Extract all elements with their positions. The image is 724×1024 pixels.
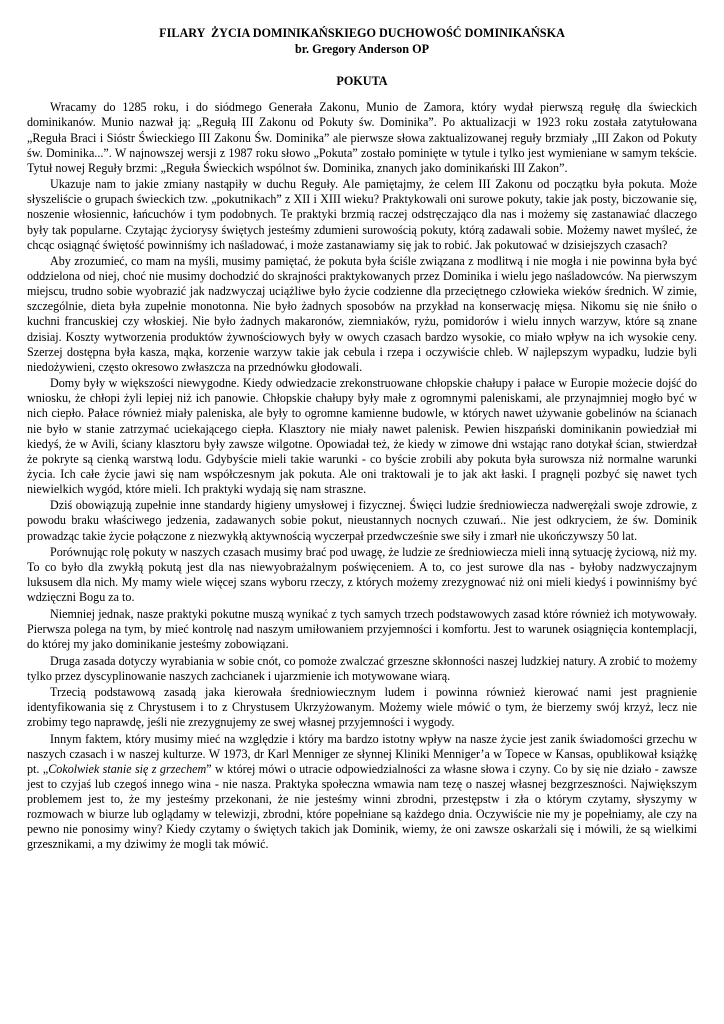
paragraph-text: Innym faktem, który musimy mieć na względzie i który ma bardzo istotny wpływ na nasze życie jest zanik świadomości grzechu w naszych czasach i w naszej kulturze. W 1973, dr Karl Menniger ze słynnej Kliniki Menniger’a w Topece w Kansas, opublikował książkę pt. „ [27,731,697,776]
section-title: POKUTA [336,73,388,88]
paragraph: Domy były w większości niewygodne. Kiedy odwiedzacie zrekonstruowane chłopskie chałupy i pałace w Europie możecie dojść do wniosku, że chłopi żyli lepiej niż ich panowie. Chłopskie chałupy były małe z ogromnymi paleniskami, ale przynajmniej mogło być w nich ciepło. Pałace również miały paleniska, ale były to ogromne kamienne budowle, w których nawet używanie gobelinów na ścianach nie było w stanie zatrzymać uciekającego ciepła. Klasztory nie miały nawet palenisk. Pewien hiszpański dominikanin powiedział mi kiedyś, że w Avili, ściany klasztoru były zawsze wilgotne. Opowiadał też, że kiedy w zimowe dni wstając rano dotykał ścian, stwierdzał że pokryte są cienką warstwą lodu. Gdybyście mieli takie warunki - co byście zrobili aby pokuta była surowsza niż normalne warunki życia. Ich całe życie jawi się nam współczesnym jak pokuta. Ale oni traktowali je to jak akt łaski. I pragnęli pozbyć się nawet tych niewielkich wygód, które mieli. Ich praktyki wydają się nam straszne. [27,376,697,496]
document-header [27,26,697,58]
paragraph: Wracamy do 1285 roku, i do siódmego Generała Zakonu, Munio de Zamora, który wydał pierwszą regułę dla świeckich dominikanów. Munio nazwał ją: „Regułą III Zakonu od Pokuty św. Dominika”. Po aktualizacji w 1923 roku została zatytułowana „Reguła Braci i Sióstr Świeckiego III Zakonu Św. Dominika” ale pierwsze słowa zaktualizowanej reguły brzmiały „III Zakon od Pokuty św. Dominika...”. W najnowszej wersji z 1987 roku słowo „Pokuta” zostało pominięte w tytule i tylko jest wymieniane w samym tekście. Tytuł nowej Reguły brzmi: „Reguła Świeckich wspólnot św. Dominika, znanych jako dominikański III Zakon”. [27,100,697,175]
document-title: FILARY ŻYCIA DOMINIKAŃSKIEGO DUCHOWOŚĆ DOMINIKAŃSKA [159,26,565,40]
paragraph [27,732,697,853]
document-author: br. Gregory Anderson OP [294,41,430,56]
paragraph: Dziś obowiązują zupełnie inne standardy higieny umysłowej i fizycznej. Święci ludzie średniowiecza nadwerężali swoje zdrowie, z powodu braku właściwego jedzenia, zadawanych sobie pokut, nieustannych nocnych czuwań.. Nie jest odkryciem, że św. Dominik prowadząc takie życie połączone z niezwykłą aktywnością wyczerpał przedwcześnie swe siły i zmarł nie ukończywszy 50 lat. [27,498,697,543]
paragraph: Trzecią podstawową zasadą jaka kierowała średniowiecznym ludem i powinna również kierować nami jest pragnienie identyfikowania się z Chrystusem i to z Chrystusem Ukrzyżowanym. Możemy wiele mówić o tym, że bierzemy swój krzyż, lecz nie zrobimy tego naprawdę, jeśli nie zrezygnujemy ze swej własnej przyjemności i wygody. [27,685,697,730]
paragraph: Ukazuje nam to jakie zmiany nastąpiły w duchu Reguły. Ale pamiętajmy, że celem III Zakonu od początku była pokuta. Może słyszeliście o grupach świeckich tzw. „pokutnikach” z XII i XIII wieku? Praktykowali oni surowe pokuty, takie jak posty, biczowanie się, noszenie włosiennic, łańcuchów i tym podobnych. Te praktyki brzmią raczej odstręczająco dla nas i możemy się zastanawiać dlaczego były tak popularne. Czytając życiorysy świętych jesteśmy zdumieni surowością pokuty, którą zadawali sobie. Możemy nawet myśleć, że chcąc osiągnąć świętość powinniśmy ich naśladować, i może zastanawiamy się jak to robić. Jak pokutować w dzisiejszych czasach? [27,177,697,252]
paragraph: Niemniej jednak, nasze praktyki pokutne muszą wynikać z tych samych trzech podstawowych zasad które również ich motywowały. Pierwsza polega na tym, by mieć kontrolę nad naszym umiłowaniem przyjemności i komfortu. Jest to warunek osiągnięcia kontemplacji, do której my jako dominikanie jesteśmy zobowiązani. [27,606,697,652]
paragraph: Aby zrozumieć, co mam na myśli, musimy pamiętać, że pokuta była ściśle związana z modlitwą i nie mogła i nie powinna była być oddzielona od niej, choć nie musimy dochodzić do skrajności praktykowanych przez Dominika i wielu jego naśladowców. Na pierwszym miejscu, trudno sobie wyobrazić jak nadzwyczaj uciążliwe było życie codzienne dla przeciętnego człowieka wieków średnich. W zimie, szczególnie, dieta była zupełnie monotonna. Nie było żadnych sposobów na przykład na konserwację mięsa. Nikomu się nie śniło o kuchni francuskiej czy włoskiej. Nie było żadnych makaronów, ziemniaków, ryżu, pomidorów i wielu innych warzyw, które są znane dzisiaj. Koszty wytworzenia produktów żywnościowych były w owych czasach bardzo wysokie, co miało wpływ na ich wysokie ceny. Szerzej dostępna była kasza, mąka, korzenie warzyw takie jak cebula i rzepa i oczywiście chleb. W najlepszym wypadku, ludzie byli niedożywieni, często okresowo zwłaszcza na przednówku głodowali. [27,254,697,374]
book-title: Cokolwiek stanie się z grzechem [48,761,207,776]
paragraph: Porównując rolę pokuty w naszych czasach musimy brać pod uwagę, że ludzie ze średniowiecza mieli inną sytuację życiową, niż my. To co było dla zwykłą pokutą jest dla nas niewyobrażalnym poświęceniem. A to, co jest surowe dla nas - byłoby nadzwyczajnym luksusem dla nich. My mamy wiele więcej szans wyboru rzeczy, z których możemy zrezygnować niż oni mieli kiedyś i powinniśmy być wdzięczni Bogu za to. [27,545,697,605]
document-body [27,100,697,852]
paragraph-text: ” w której mówi o utracie odpowiedzialności za własne słowa i czyny. Co by się nie działo - zawsze jest to czyjaś lub czegoś innego wina - nie nasza. Praktyka społeczna wmawia nam tezę o naszej własnej bezgrzeszności. Największym problemem jest to, że my jesteśmy przekonani, że nie jesteśmy winni zbrodni, przestępstw i zła o którym czytamy, słyszymy w rozmowach w biurze lub oglądamy w telewizji, zbrodni, które popełniane są każdego dnia. Oczywiście nie my je popełniamy, ale czy na pewno nie ponosimy winy? Kiedy czytamy o świętych takich jak Dominik, wiemy, że oni zawsze oskarżali się i mówili, że są wielkimi grzesznikami, a my dziwimy że mogli tak mówić. [27,761,697,852]
paragraph: Druga zasada dotyczy wyrabiania w sobie cnót, co pomoże zwalczać grzeszne skłonności naszej ludzkiej natury. A zrobić to możemy tylko przez dyscyplinowanie naszych zachcianek i ujarzmienie ich motywowane wiarą. [27,653,697,683]
